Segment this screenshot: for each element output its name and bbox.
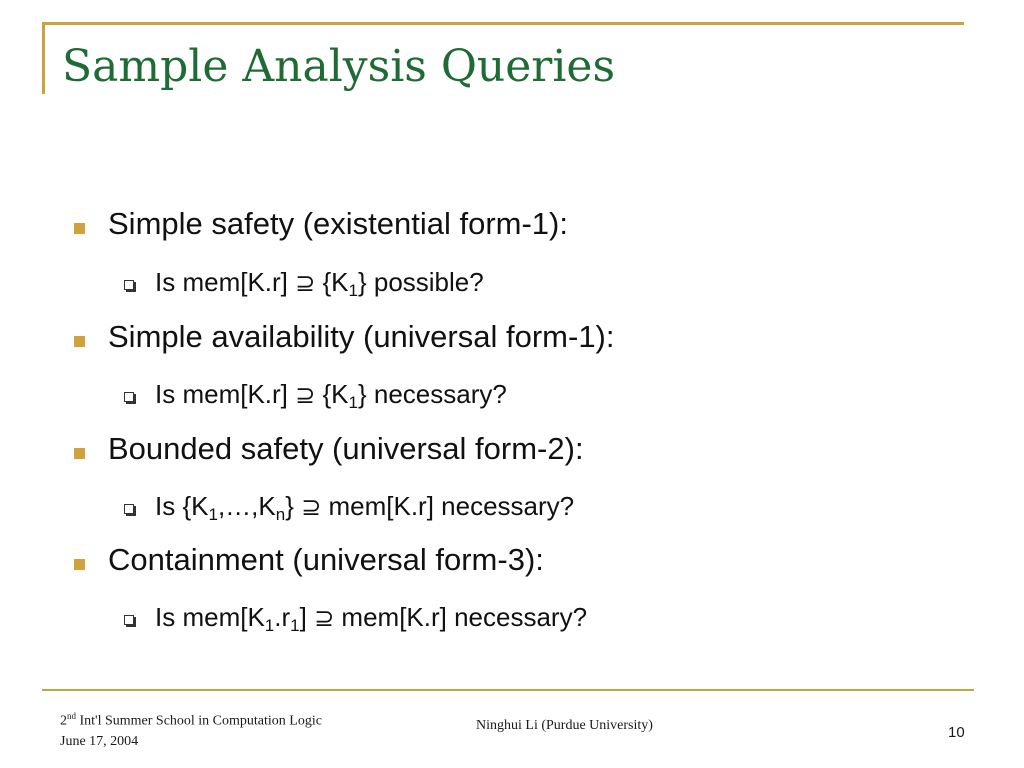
superset-symbol: ⊇: [314, 604, 335, 632]
checkbox-bullet-icon: [124, 392, 134, 402]
superset-symbol: ⊇: [295, 269, 316, 297]
square-bullet-icon: [74, 336, 85, 347]
checkbox-bullet-icon: [124, 504, 134, 514]
superset-symbol: ⊇: [301, 493, 322, 521]
top-rule: [42, 22, 964, 25]
square-bullet-icon: [74, 223, 85, 234]
sub-item-simple-safety: Is mem[K.r] ⊇ $\{K_1\}$ possible?: [155, 267, 484, 300]
bullet-item-simple-safety: Simple safety (existential form-1):: [108, 206, 568, 241]
footer-event-name: 2nd Int'l Summer School in Computation Logic: [60, 711, 322, 729]
bullet-item-containment: Containment (universal form-3):: [108, 542, 544, 577]
sub-item-containment: Is $mem[K_1.r_1]$ ⊇ mem[K.r] necessary?: [155, 602, 588, 635]
sub-item-bounded-safety: Is $\{K_1,\dots,K_n\}$ ⊇ mem[K.r] necessary?: [155, 491, 575, 524]
superset-symbol: ⊇: [295, 381, 316, 409]
footer-author: Ninghui Li (Purdue University): [476, 718, 653, 733]
footer-event: [60, 706, 322, 752]
footer-date: June 17, 2004: [60, 733, 139, 749]
footer-rule: [42, 689, 974, 691]
bullet-item-simple-availability: Simple availability (universal form-1):: [108, 319, 615, 354]
checkbox-bullet-icon: [124, 615, 134, 625]
checkbox-bullet-icon: [124, 280, 134, 290]
page-number: 10: [948, 724, 965, 741]
square-bullet-icon: [74, 448, 85, 459]
bullet-item-bounded-safety: Bounded safety (universal form-2):: [108, 431, 584, 466]
square-bullet-icon: [74, 559, 85, 570]
slide-title: Sample Analysis Queries: [62, 41, 616, 92]
sub-item-simple-availability: Is mem[K.r] ⊇ $\{K_1\}$ necessary?: [155, 379, 507, 412]
left-rule: [42, 22, 45, 94]
